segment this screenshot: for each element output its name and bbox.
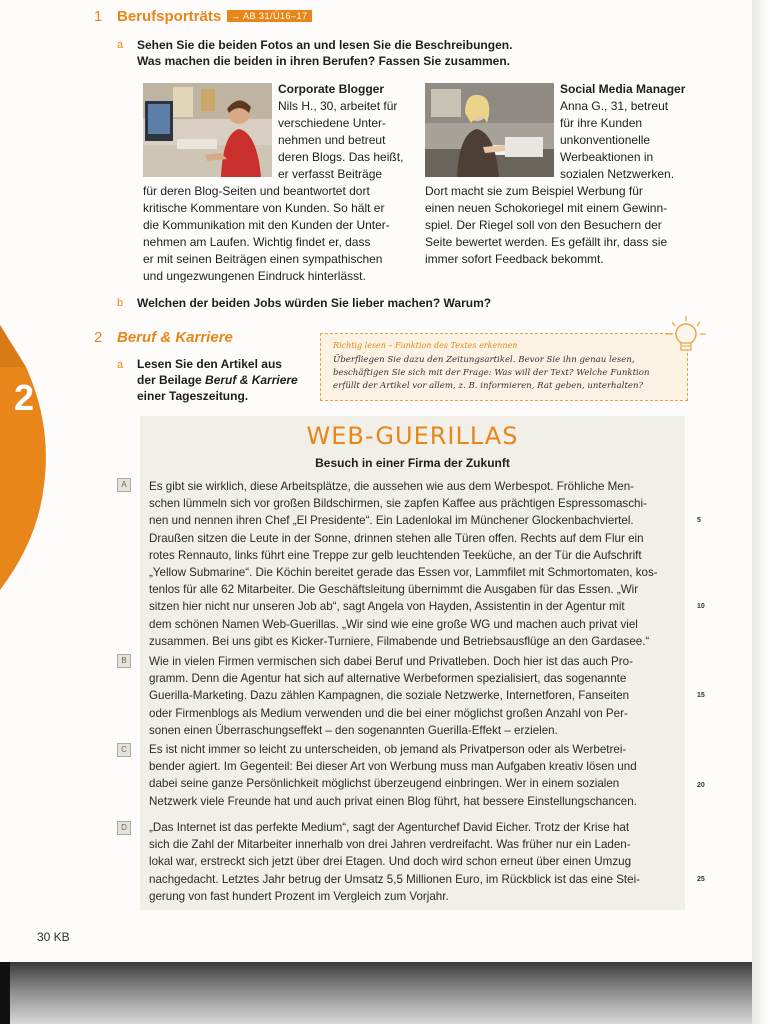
page-number: 30 KB (37, 930, 70, 944)
text-line: Nils H., 30, arbeitet für (278, 99, 398, 113)
article-line: tenlos für alle 62 Mitarbeiter. Die Geschäftsleitung übernimmt die Ausgaben für das Essen. „Wir (149, 583, 639, 597)
article-line: dabei seine ganze Persönlichkeit möglichst überzeugend einbringen. Wer in einem sozialen (149, 777, 620, 791)
article-line: sonen einen Überraschungseffekt – den sogenannten Guerilla-Effekt – erzielen. (149, 723, 558, 737)
instruction-text: der Beilage (137, 373, 206, 387)
section-1-number: 1 (94, 8, 103, 25)
social-media-manager-photo (425, 83, 554, 177)
chapter-number: 2 (14, 377, 35, 418)
text-line: Seite bewertet werden. Es gefällt ihr, dass sie (425, 235, 668, 249)
article-line: rotes Rennauto, links führt eine Treppe zur gelb leuchtenden Teeküche, an der Tür die Aufschrift (149, 548, 642, 562)
article-line: dem schönen Namen Web-Guerillas. „Wir sind wie eine große WG und machen auch privat viel (149, 617, 638, 631)
text-line: verschiedene Unter- (278, 116, 387, 130)
article-line: zusammen. Bei uns gibt es Kicker-Turniere, Filmabende und Betriebsausflüge an den Gardasee.“ (149, 634, 650, 648)
text-line: unkonventionelle (560, 133, 651, 147)
blogger-text-full (143, 183, 390, 285)
article-line: sich die Zahl der Mitarbeiter innerhalb von drei Jahren verdreifacht. Was früher nur ein Laden- (149, 838, 631, 852)
article-line: Es ist nicht immer so leicht zu unterscheiden, ob jemand als Privatperson oder als Werbetrei- (149, 743, 627, 756)
article-line: „Das Internet ist das perfekte Medium“, sagt der Agenturchef David Eicher. Trotz der Krise hat (149, 821, 630, 834)
section-2-title: Beruf & Karriere (117, 329, 233, 346)
section-1-item-a-marker: a (117, 39, 124, 51)
article-subtitle: Besuch in einer Firma der Zukunft (315, 456, 510, 470)
section-2-number: 2 (94, 329, 103, 346)
supplement-name: Beruf & Karriere (205, 373, 298, 387)
line-number: 20 (697, 782, 705, 789)
text-line: für ihre Kunden (560, 116, 643, 130)
article-line: Wie in vielen Firmen vermischen sich dabei Beruf und Privatleben. Doch hier ist das auch Pro- (149, 655, 633, 668)
manager-heading: Social Media Manager (560, 82, 686, 96)
article-line: Guerilla-Marketing. Dazu zählen Kampagnen, die soziale Netzwerke, Internetforen, Fanseiten (149, 689, 630, 703)
section-1-title: Berufsporträts (117, 8, 222, 25)
instruction-line: Was machen die beiden in ihren Berufen? Fassen Sie zusammen. (137, 54, 510, 68)
instruction-line: Sehen Sie die beiden Fotos an und lesen Sie die Beschreibungen. (137, 38, 513, 52)
paragraph-marker-a: A (117, 478, 131, 492)
lightbulb-icon (666, 312, 710, 363)
article-line: Draußen sitzen die Leute in der Sonne, drinnen stehen alle Türen offen. Rechts auf dem Flur ein (149, 531, 644, 545)
paragraph-marker-b: B (117, 654, 131, 668)
blogger-photo (143, 83, 272, 177)
article-line: Es gibt sie wirklich, diese Arbeitsplätze, die aussehen wie aus dem Werbespot. Fröhliche Men- (149, 480, 635, 493)
article-line: Netzwerk viele Freunde hat und auch privat einen Blog führt, hat bessere Einstellungschancen. (149, 794, 637, 808)
article-line: nachgedacht. Letztes Jahr betrug der Umsatz 5,5 Millionen Euro, im Rückblick ist das eine Stei- (149, 872, 641, 886)
line-number: 15 (697, 692, 705, 699)
text-line: nehmen am Laufen. Wichtig findet er, dass (143, 235, 371, 249)
article-line: gerung von fast hundert Prozent im Vergleich zum Vorjahr. (149, 889, 449, 903)
line-number: 10 (697, 603, 705, 610)
manager-text-full (425, 183, 667, 268)
text-line: Werbeaktionen in (560, 150, 654, 164)
article-paragraph-a (149, 478, 671, 650)
section-1-instruction (137, 37, 512, 69)
blogger-text-right (278, 81, 403, 183)
reading-tip-box (320, 333, 688, 401)
book-spine (752, 0, 770, 1024)
article-box (140, 416, 685, 910)
paragraph-marker-c: C (117, 743, 131, 757)
text-line: immer sofort Feedback bekommt. (425, 252, 604, 266)
text-line: nehmen und betreut (278, 133, 386, 147)
text-line: kritische Kommentare von Kunden. So hält er (143, 201, 385, 215)
instruction-line: Lesen Sie den Artikel aus (137, 357, 282, 371)
text-line: deren Blogs. Das heißt, (278, 150, 404, 164)
article-paragraph-c (149, 741, 671, 810)
tip-title: Richtig lesen – Funktion des Textes erkennen (333, 341, 518, 350)
text-line: spiel. Der Riegel soll von den Besuchern der (425, 218, 662, 232)
article-line: lokal war, erstreckt sich jetzt über drei Etagen. Und doch wird schon erneut über einen Umzug (149, 855, 632, 869)
instruction-line: einer Tageszeitung. (137, 389, 249, 403)
scan-bottom-edge (0, 962, 752, 1024)
article-paragraph-d (149, 819, 671, 905)
article-line: sitzen hier nicht nur unseren Job ab“, sagt Angela von Hayden, Assistentin in der Agentur mit (149, 600, 625, 614)
article-line: gramm. Denn die Agentur hat sich auf alternative Werbeformen spezialisiert, das sogenannte (149, 672, 627, 686)
article-line: „Yellow Submarine“. Die Köchin bereitet gerade das Essen vor, Lammfilet mit Schmortomaten, kos- (149, 566, 658, 580)
manager-text-right (560, 81, 685, 183)
article-line: oder Firmenblogs als Medium verwenden und die bei einer möglichst großen Anzahl von Per- (149, 706, 628, 720)
section-1-item-b-marker: b (117, 297, 124, 309)
article-line: nen und nennen ihren Chef „El Presidente“. Ein Ladenlokal im Münchener Glockenbachviertel. (149, 514, 634, 528)
text-line: Anna G., 31, betreut (560, 99, 669, 113)
instruction-line (137, 372, 298, 388)
section-2-instruction (137, 356, 298, 404)
workbook-reference-badge: → AB 31/Ü16–17 (227, 10, 312, 22)
article-paragraph-b (149, 653, 671, 739)
article-title: WEB-GUERILLAS (306, 422, 519, 450)
section-1-item-b-question: Welchen der beiden Jobs würden Sie lieber machen? Warum? (137, 296, 492, 310)
line-number: 5 (697, 517, 701, 524)
text-line: einen neuen Schokoriegel mit einem Gewinn- (425, 201, 668, 215)
blogger-heading: Corporate Blogger (278, 82, 385, 96)
article-line: schen lümmeln sich vor großen Bildschirmen, sie zapfen Kaffee aus prächtigen Espressomaschi- (149, 497, 647, 511)
chapter-side-tab (0, 325, 52, 600)
text-line: Dort macht sie zum Beispiel Werbung für (425, 184, 643, 198)
text-line: er mit seinen Beiträgen einen sympathischen (143, 252, 383, 266)
article-line: bender agiert. Im Gegenteil: Bei dieser Art von Werbung muss man Aufgaben kreativ lösen und (149, 760, 637, 774)
paragraph-marker-d: D (117, 821, 131, 835)
text-line: sozialen Netzwerken. (560, 167, 675, 181)
text-line: er verfasst Beiträge (278, 167, 383, 181)
text-line: und ungezwungenen Eindruck hinterlässt. (143, 269, 366, 283)
text-line: die Kommunikation mit den Kunden der Unter- (143, 218, 390, 232)
line-number: 25 (697, 876, 705, 883)
tip-text: Überfliegen Sie dazu den Zeitungsartikel. Bevor Sie ihn genau lesen, beschäftigen Sie sich mit der Frage: Was will der Text? Welche Funktion erfüllt der Artikel vor allem, z. B. informieren, Rat geben, unterhalten? (333, 355, 650, 391)
section-2-item-a-marker: a (117, 359, 124, 371)
text-line: für deren Blog-Seiten und beantwortet dort (143, 184, 370, 198)
